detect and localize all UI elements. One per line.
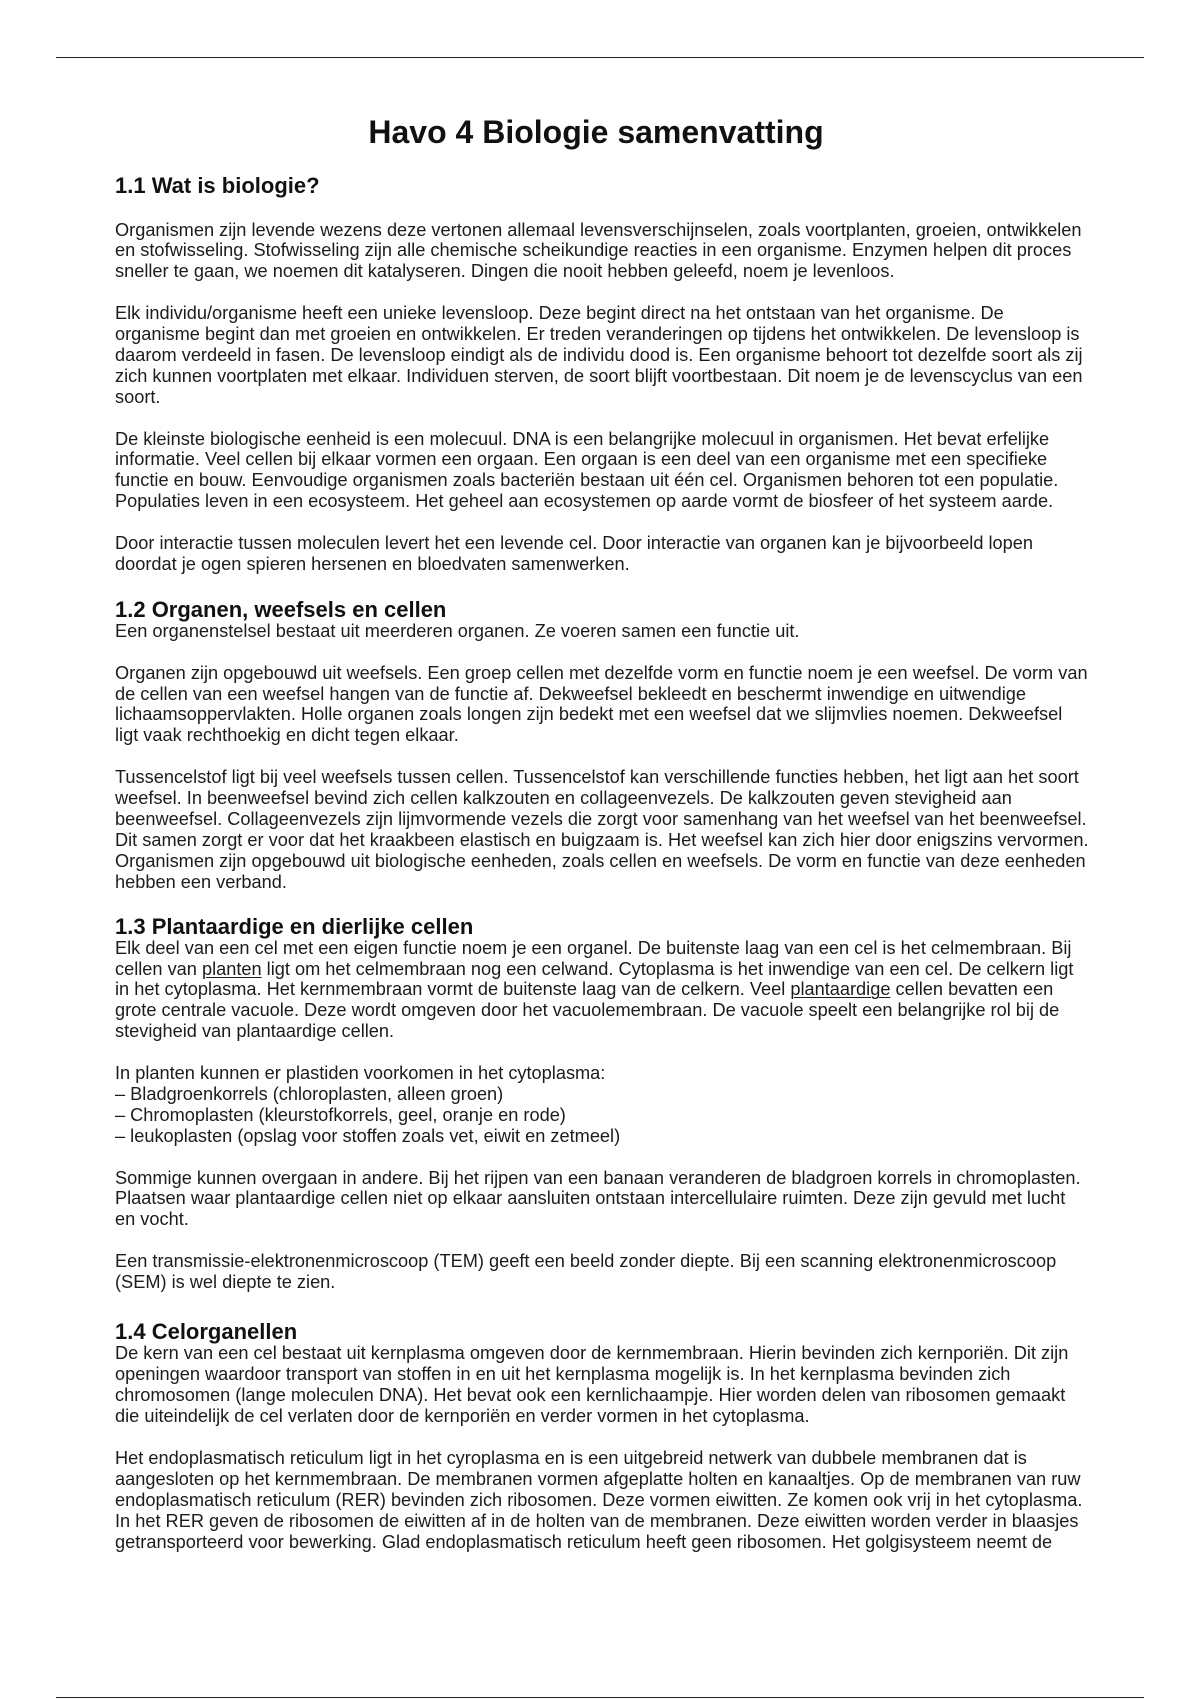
- text-line: endoplasmatisch reticulum (RER) bevinden zich ribosomen. Deze vormen eiwitten. Ze komen ook vrij in het cytoplasma.: [115, 1489, 1083, 1510]
- section-body: [115, 938, 1115, 1293]
- section-plantaardige-dierlijke-cellen: [115, 913, 1115, 1314]
- text-segment: cellen bevatten een: [890, 979, 1054, 1000]
- bottom-rule: [56, 1697, 1144, 1698]
- text-line: (SEM) is wel diepte te zien.: [115, 1272, 336, 1293]
- text-line: ligt vaak rechthoekig en dicht tegen elkaar.: [115, 725, 459, 746]
- text-line: daarom verdeeld in fasen. De levensloop eindigt als de individu dood is. Een organisme behoort tot dezelfde soort als zij: [115, 344, 1083, 365]
- section-organen-weefsels-cellen: [115, 596, 1115, 914]
- text-line: stevigheid van plantaardige cellen.: [115, 1021, 395, 1042]
- underlined-term: plantaardige: [790, 979, 891, 1000]
- section-celorganellen: [115, 1321, 1115, 1573]
- section-wat-is-biologie: [115, 172, 1115, 596]
- text-line: sneller te gaan, we noemen dit katalyseren. Dingen die nooit hebben geleefd, noem je levenloos.: [115, 261, 895, 282]
- text-line: beenweefsel. Collageenvezels zijn lijmvormende vezels die zorgt voor samenhang van het weefsel van het beenweefsel.: [115, 808, 1087, 829]
- top-rule: [56, 57, 1144, 58]
- paragraph: [115, 533, 1115, 575]
- text-line: Door interactie tussen moleculen levert het een levende cel. Door interactie van organen kan je bijvoorbeeld lopen: [115, 533, 1034, 554]
- text-line: In het RER geven de ribosomen de eiwitten af in de holten van de membranen. Deze eiwitten worden verder in blaasjes: [115, 1510, 1079, 1531]
- text-line: chromosomen (lange moleculen DNA). Het bevat ook een kernlichaampje. Hier worden delen van ribosomen gemaakt: [115, 1385, 1066, 1406]
- text-line: [115, 959, 1115, 980]
- text-line: Plaatsen waar plantaardige cellen niet op elkaar aansluiten ontstaan intercellulaire ruimten. Deze zijn gevuld met lucht: [115, 1188, 1066, 1209]
- text-line: Elk individu/organisme heeft een unieke levensloop. Deze begint direct na het ontstaan van het organisme. De: [115, 303, 1004, 324]
- text-line: Een organenstelsel bestaat uit meerderen organen. Ze voeren samen een functie uit.: [115, 620, 800, 641]
- text-line: In planten kunnen er plastiden voorkomen in het cytoplasma:: [115, 1063, 606, 1084]
- section-body: [115, 1343, 1115, 1552]
- paragraph: [115, 303, 1115, 408]
- paragraph: [115, 1168, 1115, 1231]
- text-line: Dit samen zorgt er voor dat het kraakbeen elastisch en buigzaam is. Het weefsel kan zich hier door enigszins vervormen.: [115, 829, 1089, 850]
- text-line: organisme begint dan met groeien en ontwikkelen. Er treden veranderingen op tijdens het ontwikkelen. De levensloop is: [115, 324, 1080, 345]
- text-line: Organismen zijn levende wezens deze vertonen allemaal levensverschijnselen, zoals voortplanten, groeien, ontwikkelen: [115, 219, 1082, 240]
- text-line: functie en bouw. Eenvoudige organismen zoals bacteriën bestaan uit één cel. Organismen behoren tot een populatie.: [115, 470, 1059, 491]
- document-title: Havo 4 Biologie samenvatting: [368, 114, 824, 150]
- text-line: grote centrale vacuole. Deze wordt omgeven door het vacuolemembraan. De vacuole speelt een belangrijke rol bij de: [115, 1000, 1060, 1021]
- text-line: en vocht.: [115, 1209, 189, 1230]
- underlined-term: planten: [201, 958, 262, 979]
- paragraph: [115, 663, 1115, 747]
- paragraph: [115, 220, 1115, 283]
- text-line: lichaamsoppervlakten. Holle organen zoals longen zijn bedekt met een weefsel dat we slijmvlies noemen. Dekweefsel: [115, 704, 1063, 725]
- text-line: – Chromoplasten (kleurstofkorrels, geel, oranje en rode): [115, 1104, 566, 1125]
- section-body: [115, 621, 1115, 893]
- paragraph: [115, 429, 1115, 513]
- text-line: Organen zijn opgebouwd uit weefsels. Een groep cellen met dezelfde vorm en functie noem je een weefsel. De vorm van: [115, 662, 1088, 683]
- section-heading: 1.3 Plantaardige en dierlijke cellen: [115, 913, 474, 939]
- paragraph: [115, 1251, 1115, 1293]
- text-line: de cellen van een weefsel hangen van de functie af. Dekweefsel bekleedt en beschermt inwendige en uitwendige: [115, 683, 1026, 704]
- paragraph: [115, 767, 1115, 892]
- text-segment: in het cytoplasma. Het kernmembraan vormt de buitenste laag van de celkern. Veel: [115, 979, 791, 1000]
- text-segment: cellen van: [115, 958, 202, 979]
- text-line: getransporteerd voor bewerking. Glad endoplasmatisch reticulum heeft geen ribosomen. Het golgisysteem neemt de: [115, 1531, 1053, 1552]
- text-line: Het endoplasmatisch reticulum ligt in het cyroplasma en is een uitgebreid netwerk van dubbele membranen dat is: [115, 1447, 1027, 1468]
- text-line: soort.: [115, 386, 161, 407]
- text-line: – leukoplasten (opslag voor stoffen zoals vet, eiwit en zetmeel): [115, 1125, 621, 1146]
- text-line: Tussencelstof ligt bij veel weefsels tussen cellen. Tussencelstof kan verschillende functies hebben, het ligt aan het soort: [115, 767, 1079, 788]
- paragraph: [115, 1343, 1115, 1427]
- section-heading: 1.2 Organen, weefsels en cellen: [115, 596, 447, 622]
- text-line: aangesloten op het kernmembraan. De membranen vormen afgeplatte holten en kanaaltjes. Op de membranen van ruw: [115, 1468, 1081, 1489]
- section-heading: 1.1 Wat is biologie?: [115, 172, 320, 198]
- paragraph: [115, 621, 1115, 642]
- text-line: die uiteindelijk de cel verlaten door de kernporiën en verder vormen in het cytoplasma.: [115, 1406, 810, 1427]
- section-body: [115, 220, 1115, 575]
- text-line: [115, 979, 1115, 1000]
- text-line: en stofwisseling. Stofwisseling zijn alle chemische scheikundige reacties in een organisme. Enzymen helpen dit proces: [115, 240, 1072, 261]
- text-line: weefsel. In beenweefsel bevind zich cellen kalkzouten en collageenvezels. De kalkzouten geven stevigheid aan: [115, 788, 1012, 809]
- paragraph: [115, 1063, 1115, 1147]
- text-line: Elk deel van een cel met een eigen functie noem je een organel. De buitenste laag van een cel is het celmembraan. Bij: [115, 937, 1072, 958]
- text-line: Organismen zijn opgebouwd uit biologische eenheden, zoals cellen en weefsels. De vorm en functie van deze eenheden: [115, 850, 1086, 871]
- text-line: Een transmissie-elektronenmicroscoop (TEM) geeft een beeld zonder diepte. Bij een scanning elektronenmicroscoop: [115, 1251, 1057, 1272]
- section-heading: 1.4 Celorganellen: [115, 1319, 298, 1345]
- text-line: Sommige kunnen overgaan in andere. Bij het rijpen van een banaan veranderen de bladgroen korrels in chromoplasten.: [115, 1167, 1081, 1188]
- text-line: doordat je ogen spieren hersenen en bloedvaten samenwerken.: [115, 553, 630, 574]
- text-line: Populaties leven in een ecosysteem. Het geheel aan ecosystemen op aarde vormt de biosfeer of het systeem aarde.: [115, 491, 1054, 512]
- paragraph: [115, 1448, 1115, 1553]
- text-line: informatie. Veel cellen bij elkaar vormen een orgaan. Een orgaan is een deel van een organisme met een specifieke: [115, 449, 1048, 470]
- text-line: zich kunnen voortplaten met elkaar. Individuen sterven, de soort blijft voortbestaan. Dit noem je de levenscyclus van een: [115, 365, 1083, 386]
- text-line: De kleinste biologische eenheid is een molecuul. DNA is een belangrijke molecuul in organismen. Het bevat erfelijke: [115, 428, 1050, 449]
- text-line: hebben een verband.: [115, 871, 287, 892]
- text-segment: ligt om het celmembraan nog een celwand. Cytoplasma is het inwendige van een cel. De celkern ligt: [261, 958, 1074, 979]
- text-line: De kern van een cel bestaat uit kernplasma omgeven door de kernmembraan. Hierin bevinden zich kernporiën. Dit zijn: [115, 1343, 1069, 1364]
- paragraph: [115, 938, 1115, 1043]
- text-line: – Bladgroenkorrels (chloroplasten, alleen groen): [115, 1083, 504, 1104]
- text-line: openingen waardoor transport van stoffen in en uit het kernplasma mogelijk is. In het kernplasma bevinden zich: [115, 1364, 1011, 1385]
